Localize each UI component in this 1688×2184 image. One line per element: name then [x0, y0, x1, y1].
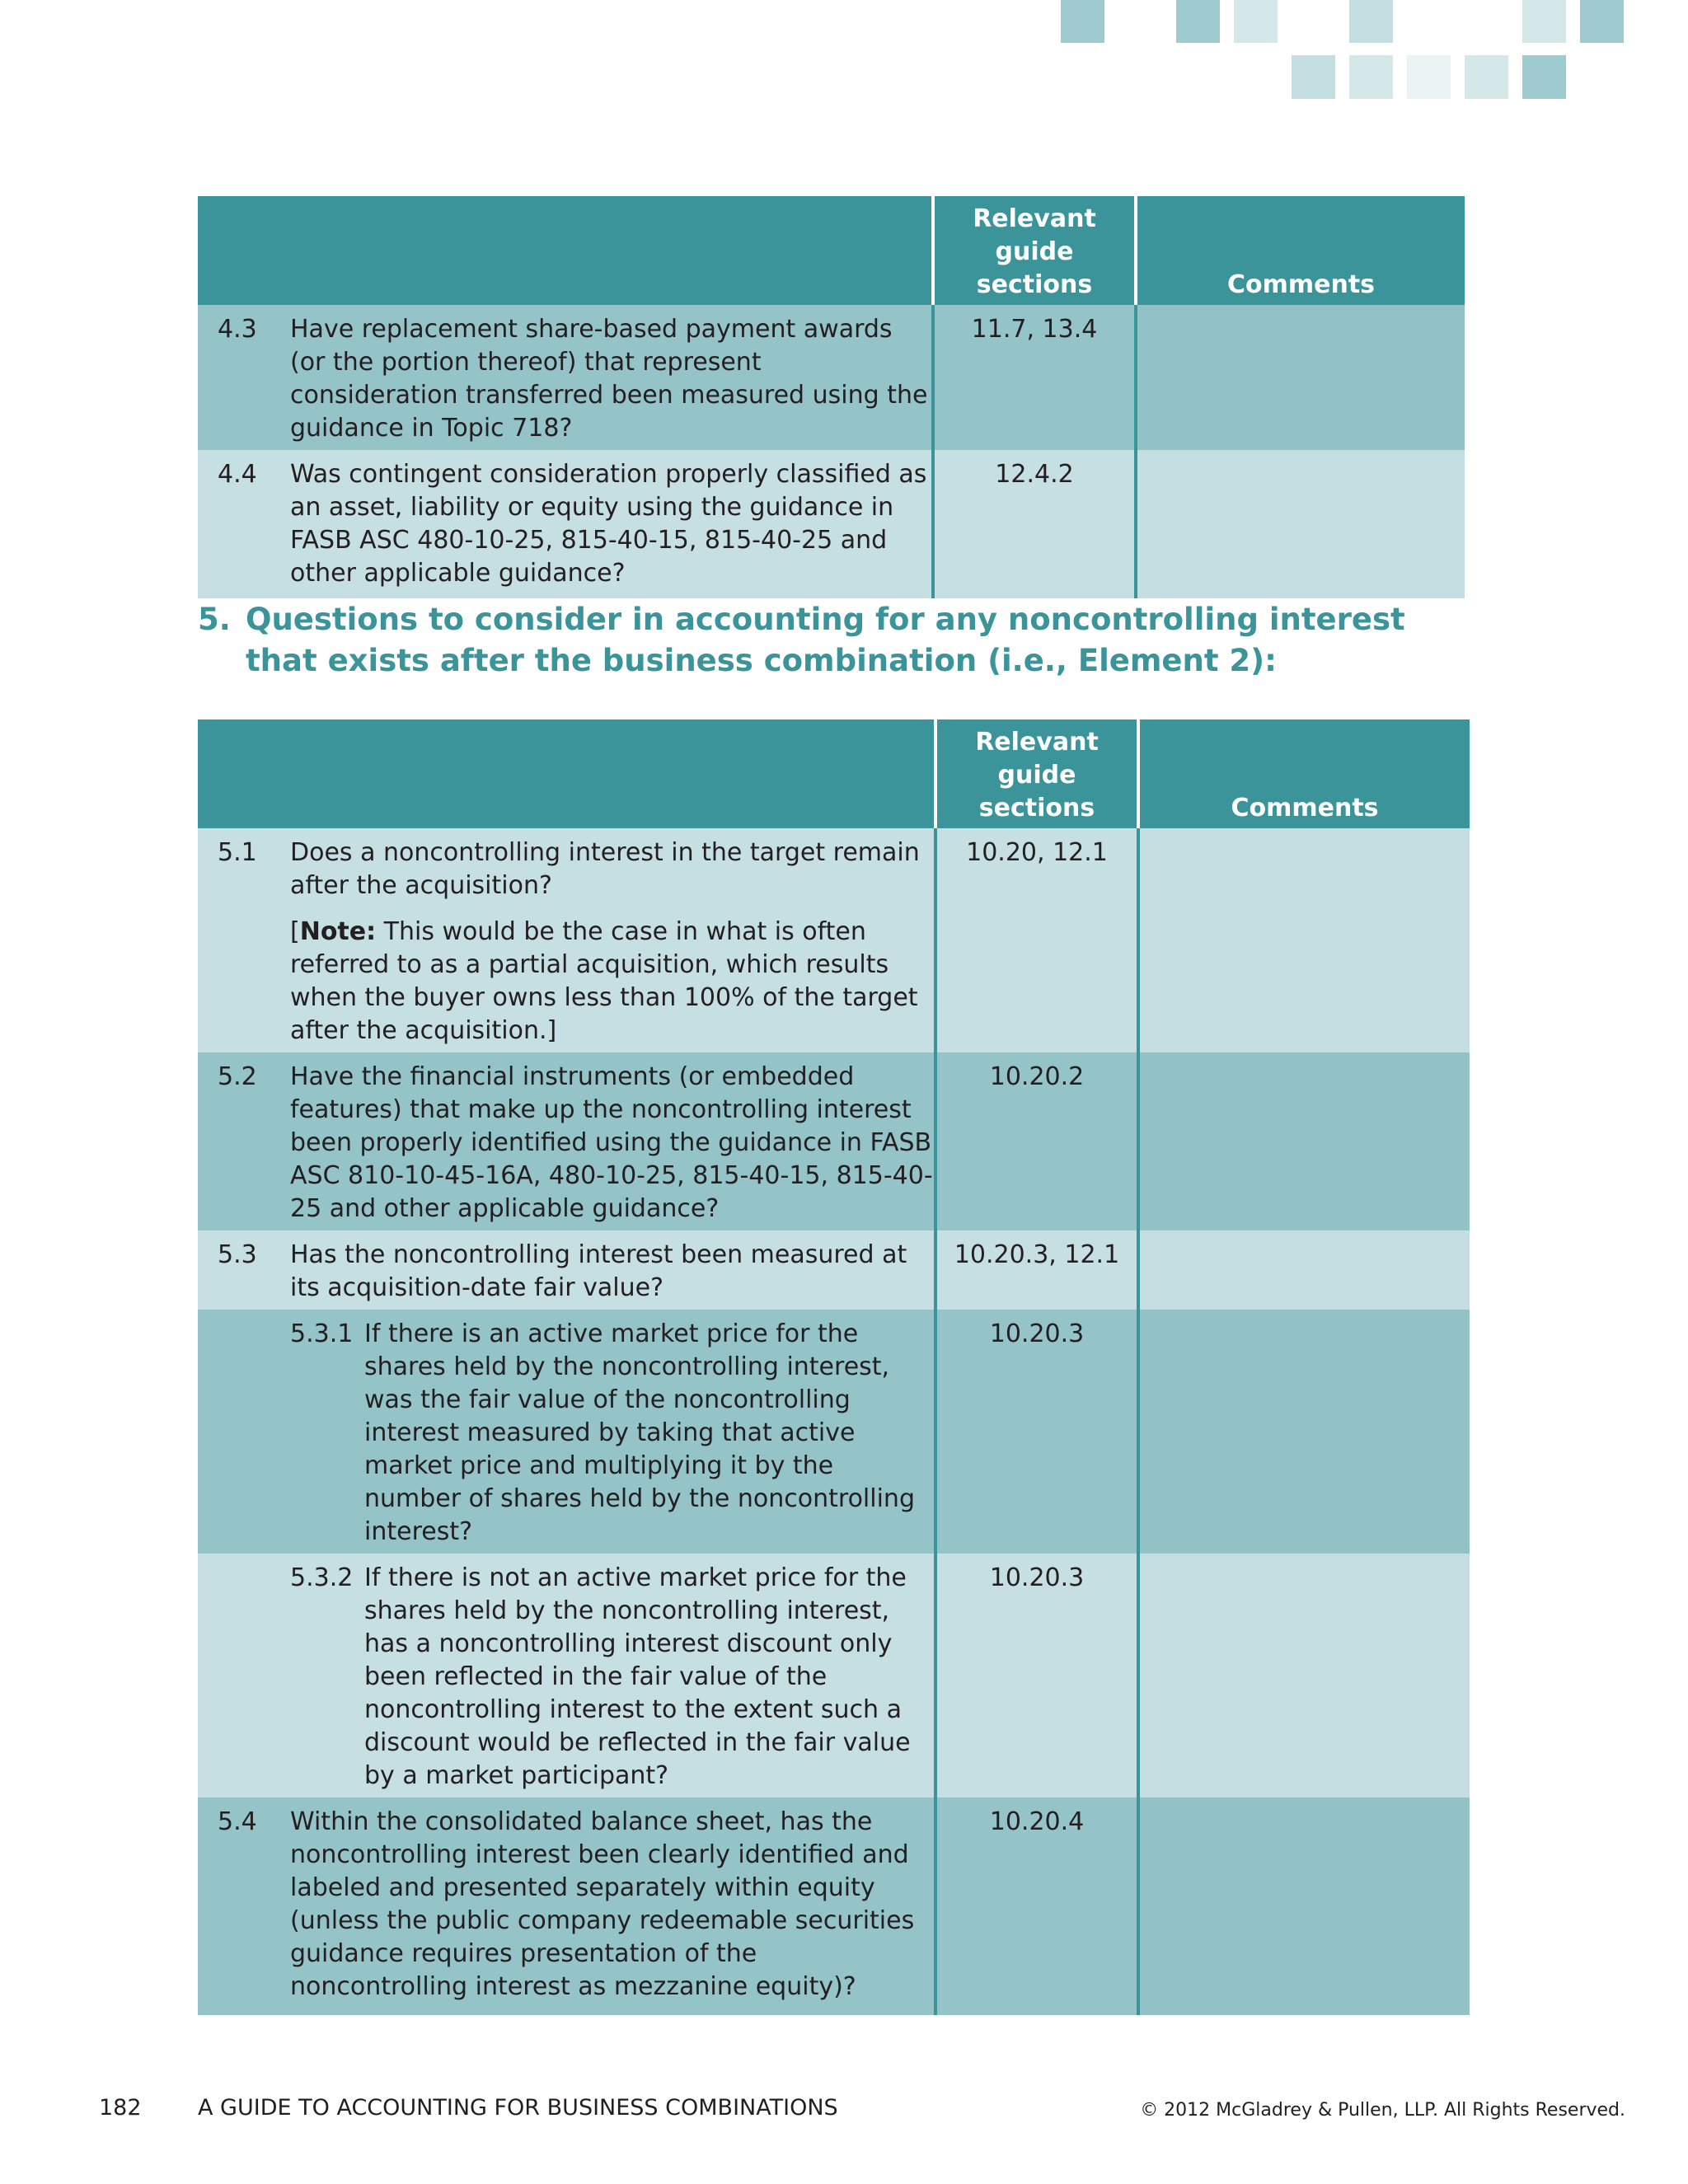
page-number: 182 [99, 2095, 142, 2121]
guide-section-ref: 10.20.3 [935, 1310, 1138, 1554]
question-cell [290, 1554, 935, 1797]
guide-section-ref: 10.20, 12.1 [935, 828, 1138, 1052]
copyright: © 2012 McGladrey & Pullen, LLP. All Rights Reserved. [1140, 2100, 1625, 2121]
guide-section-ref: 10.20.3, 12.1 [935, 1230, 1138, 1310]
deco-square [1061, 0, 1104, 43]
comments-cell[interactable] [1138, 828, 1470, 1052]
running-title: A GUIDE TO ACCOUNTING FOR BUSINESS COMBINATIONS [198, 2095, 838, 2121]
section-number: 5. [198, 602, 231, 637]
header-relevant-guide-sections: Relevant guide sections [935, 719, 1138, 828]
guide-section-ref: 12.4.2 [933, 450, 1136, 598]
comments-cell[interactable] [1136, 450, 1465, 598]
table-row [198, 1230, 1470, 1310]
header-question [290, 196, 933, 305]
question-number: 5.3 [198, 1230, 290, 1310]
deco-square [1349, 55, 1393, 99]
comments-cell[interactable] [1138, 1052, 1470, 1230]
question-number: 5.1 [198, 828, 290, 1052]
table-row [198, 450, 1465, 598]
table-row [198, 1797, 1470, 2015]
question-number: 5.4 [198, 1797, 290, 2015]
deco-square [1522, 0, 1566, 43]
sub-question [290, 1318, 934, 1549]
deco-square [1349, 0, 1393, 43]
question-cell [290, 828, 935, 1052]
sub-question-text: If there is not an active market price for the shares held by the noncontrolling interest, has a noncontrolling interest discount only been reflected in the fair value of the noncontrolling interest to the extent such a discount would be reflected in the fair value by a market participant? [364, 1563, 911, 1790]
question-text: Does a noncontrolling interest in the target remain after the acquisition? [290, 838, 920, 900]
question-number-empty [198, 1554, 290, 1797]
guide-section-ref: 10.20.4 [935, 1797, 1138, 2015]
comments-cell[interactable] [1138, 1230, 1470, 1310]
comments-cell[interactable] [1138, 1797, 1470, 2015]
guide-section-ref: 11.7, 13.4 [933, 305, 1136, 450]
deco-square [1465, 55, 1508, 99]
sub-question-number: 5.3.2 [290, 1563, 354, 1592]
header-question [290, 719, 935, 828]
question-text: Has the noncontrolling interest been measured at its acquisition-date fair value? [290, 1230, 935, 1310]
deco-square [1292, 55, 1335, 99]
comments-cell[interactable] [1136, 305, 1465, 450]
checklist-table-element1 [198, 196, 1465, 598]
note-text: This would be the case in what is often referred to as a partial acquisition, which results when the buyer owns less than 100% of the target after the acquisition. [290, 917, 918, 1045]
question-number: 5.2 [198, 1052, 290, 1230]
header-number [198, 719, 290, 828]
table-header-row [198, 719, 1470, 828]
question-text: Have replacement share-based payment awards (or the portion thereof) that represent consideration transferred been measured using the guidance in Topic 718? [290, 305, 933, 450]
sub-question-number: 5.3.1 [290, 1319, 354, 1348]
table-header-row [198, 196, 1465, 305]
question-text: Have the financial instruments (or embedded features) that make up the noncontrolling interest been properly identified using the guidance in FASB ASC 810-10-45-16A, 480-10-25, 815-40-15, 815-40-25 and other applicable guidance? [290, 1052, 935, 1230]
deco-square [1407, 55, 1451, 99]
question-number: 4.4 [198, 450, 290, 598]
guide-section-ref: 10.20.2 [935, 1052, 1138, 1230]
header-comments: Comments [1136, 196, 1465, 305]
question-text: Was contingent consideration properly classified as an asset, liability or equity using the guidance in FASB ASC 480-10-25, 815-40-15, 815-40-25 and other applicable guidance? [290, 450, 933, 598]
checklist-table-element2 [198, 719, 1470, 2015]
header-number [198, 196, 290, 305]
table-row [198, 1052, 1470, 1230]
question-number: 4.3 [198, 305, 290, 450]
question-text: Within the consolidated balance sheet, has the noncontrolling interest been clearly identified and labeled and presented separately within equity (unless the public company redeemable securities guidance requires presentation of the noncontrolling interest as mezzanine equity)? [290, 1797, 935, 2015]
section-heading [198, 599, 1484, 682]
sub-question-text: If there is an active market price for the shares held by the noncontrolling interest, was the fair value of the noncontrolling interest measured by taking that active market price and multiplying it by the number of shares held by the noncontrolling interest? [364, 1319, 915, 1546]
comments-cell[interactable] [1138, 1310, 1470, 1554]
question-number-empty [198, 1310, 290, 1554]
deco-square [1522, 55, 1566, 99]
deco-square [1234, 0, 1278, 43]
question-note: [Note: This would be the case in what is often referred to as a partial acquisition, which results when the buyer owns less than 100% of the target after the acquisition.] [290, 917, 918, 1045]
question-cell [290, 1310, 935, 1554]
table-row [198, 828, 1470, 1052]
comments-cell[interactable] [1138, 1554, 1470, 1797]
table-row [198, 1554, 1470, 1797]
guide-section-ref: 10.20.3 [935, 1554, 1138, 1797]
table-row [198, 305, 1465, 450]
deco-square [1176, 0, 1220, 43]
table-row [198, 1310, 1470, 1554]
header-relevant-guide-sections: Relevant guide sections [933, 196, 1136, 305]
note-label: Note: [299, 917, 377, 946]
sub-question [290, 1562, 934, 1793]
section-title: Questions to consider in accounting for any noncontrolling interest that exists after the business combination (i.e., Element 2): [246, 602, 1405, 678]
deco-square [1580, 0, 1624, 43]
header-comments: Comments [1138, 719, 1470, 828]
